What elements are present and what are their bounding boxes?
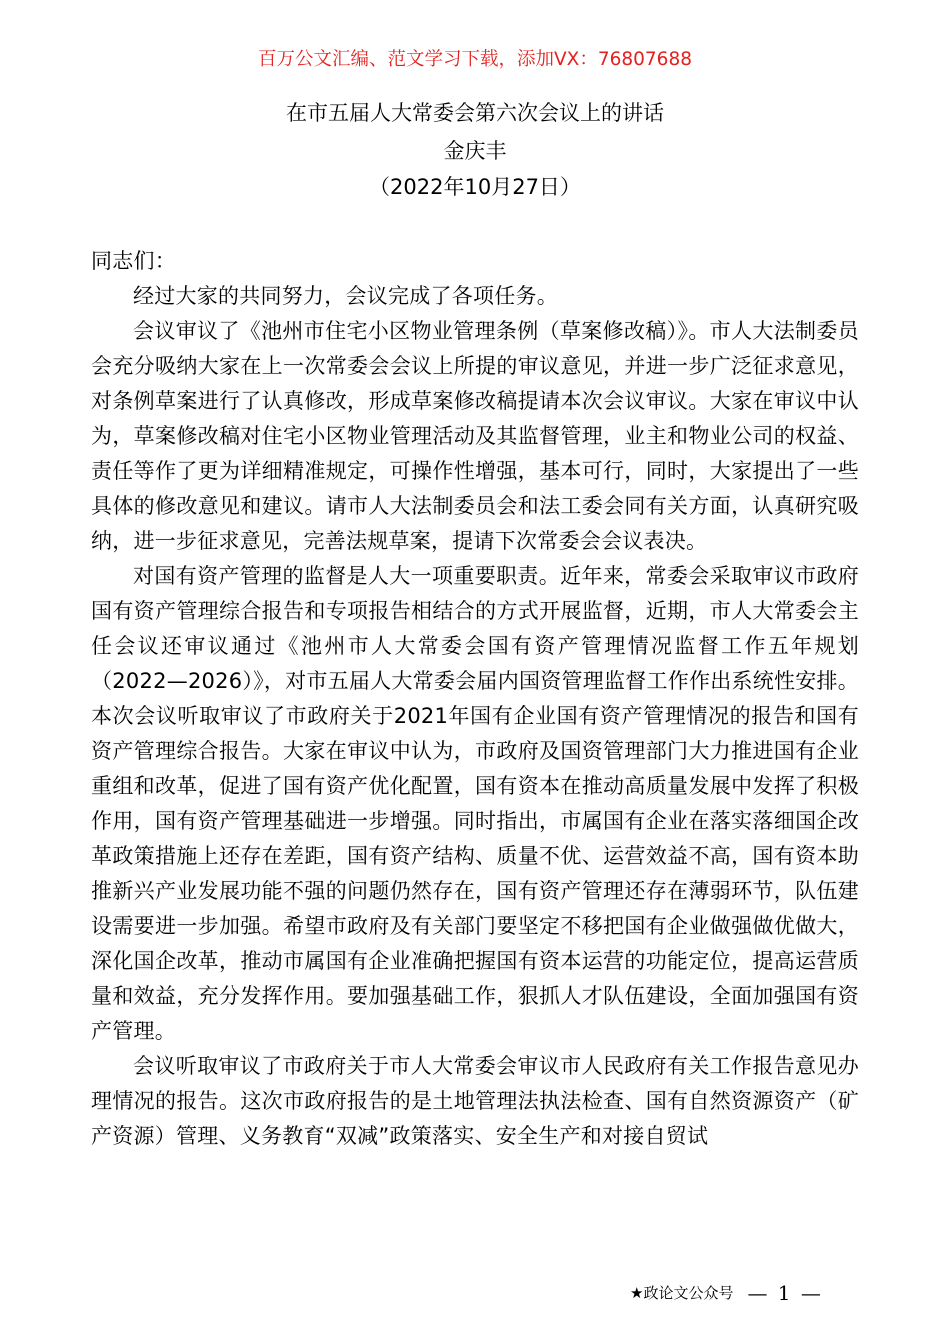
document-author: 金庆丰	[443, 139, 507, 163]
document-title: 在市五届人大常委会第六次会议上的讲话	[286, 101, 664, 125]
paragraph: 经过大家的共同努力，会议完成了各项任务。	[133, 284, 558, 308]
document-body	[91, 244, 859, 1154]
paragraph: 对国有资产管理的监督是人大一项重要职责。近年来，常委会采取审议市政府国有资产管理综合报告和专项报告相结合的方式开展监督，近期，市人大常委会主任会议还审议通过《池州市人大常委会国有资产管理情况监督工作五年规划（2022—2026）》，对市五届人大常委会届内国资管理监督工作作出系统性安排。本次会议听取审议了市政府关于2021年国有企业国有资产管理情况的报告和国有资产管理综合报告。大家在审议中认为，市政府及国资管理部门大力推进国有企业重组和改革，促进了国有资产优化配置，国有资本在推动高质量发展中发挥了积极作用，国有资产管理基础进一步增强。同时指出，市属国有企业在落实落细国企改革政策措施上还存在差距，国有资产结构、质量不优、运营效益不高，国有资本助推新兴产业发展功能不强的问题仍然存在，国有资产管理还存在薄弱环节，队伍建设需要进一步加强。希望市政府及有关部门要坚定不移把国有企业做强做优做大，深化国企改革，推动市属国有企业准确把握国有资本运营的功能定位，提高运营质量和效益，充分发挥作用。要加强基础工作，狠抓人才队伍建设，全面加强国有资产管理。	[91, 564, 859, 1043]
paragraph: 会议审议了《池州市住宅小区物业管理条例（草案修改稿）》。市人大法制委员会充分吸纳大家在上一次常委会会议上所提的审议意见，并进一步广泛征求意见，对条例草案进行了认真修改，形成草案修改稿提请本次会议审议。大家在审议中认为，草案修改稿对住宅小区物业管理活动及其监督管理，业主和物业公司的权益、责任等作了更为详细精准规定，可操作性增强，基本可行，同时，大家提出了一些具体的修改意见和建议。请市人大法制委员会和法工委会同有关方面，认真研究吸纳，进一步征求意见，完善法规草案，提请下次常委会会议表决。	[91, 319, 859, 553]
promo-banner: 百万公文汇编、范文学习下载，添加VX：76807688	[258, 49, 692, 70]
salutation: 同志们：	[91, 249, 176, 273]
page-number: — 1 —	[747, 1281, 823, 1305]
paragraph: 会议听取审议了市政府关于市人大常委会审议市人民政府有关工作报告意见办理情况的报告。这次市政府报告的是土地管理法执法检查、国有自然资源资产（矿产资源）管理、义务教育“双减”政策落实、安全生产和对接自贸试	[91, 1054, 859, 1148]
page-footer	[630, 1282, 823, 1304]
document-date: （2022年10月27日）	[369, 175, 581, 199]
footer-source: ★政论文公众号	[630, 1284, 734, 1302]
